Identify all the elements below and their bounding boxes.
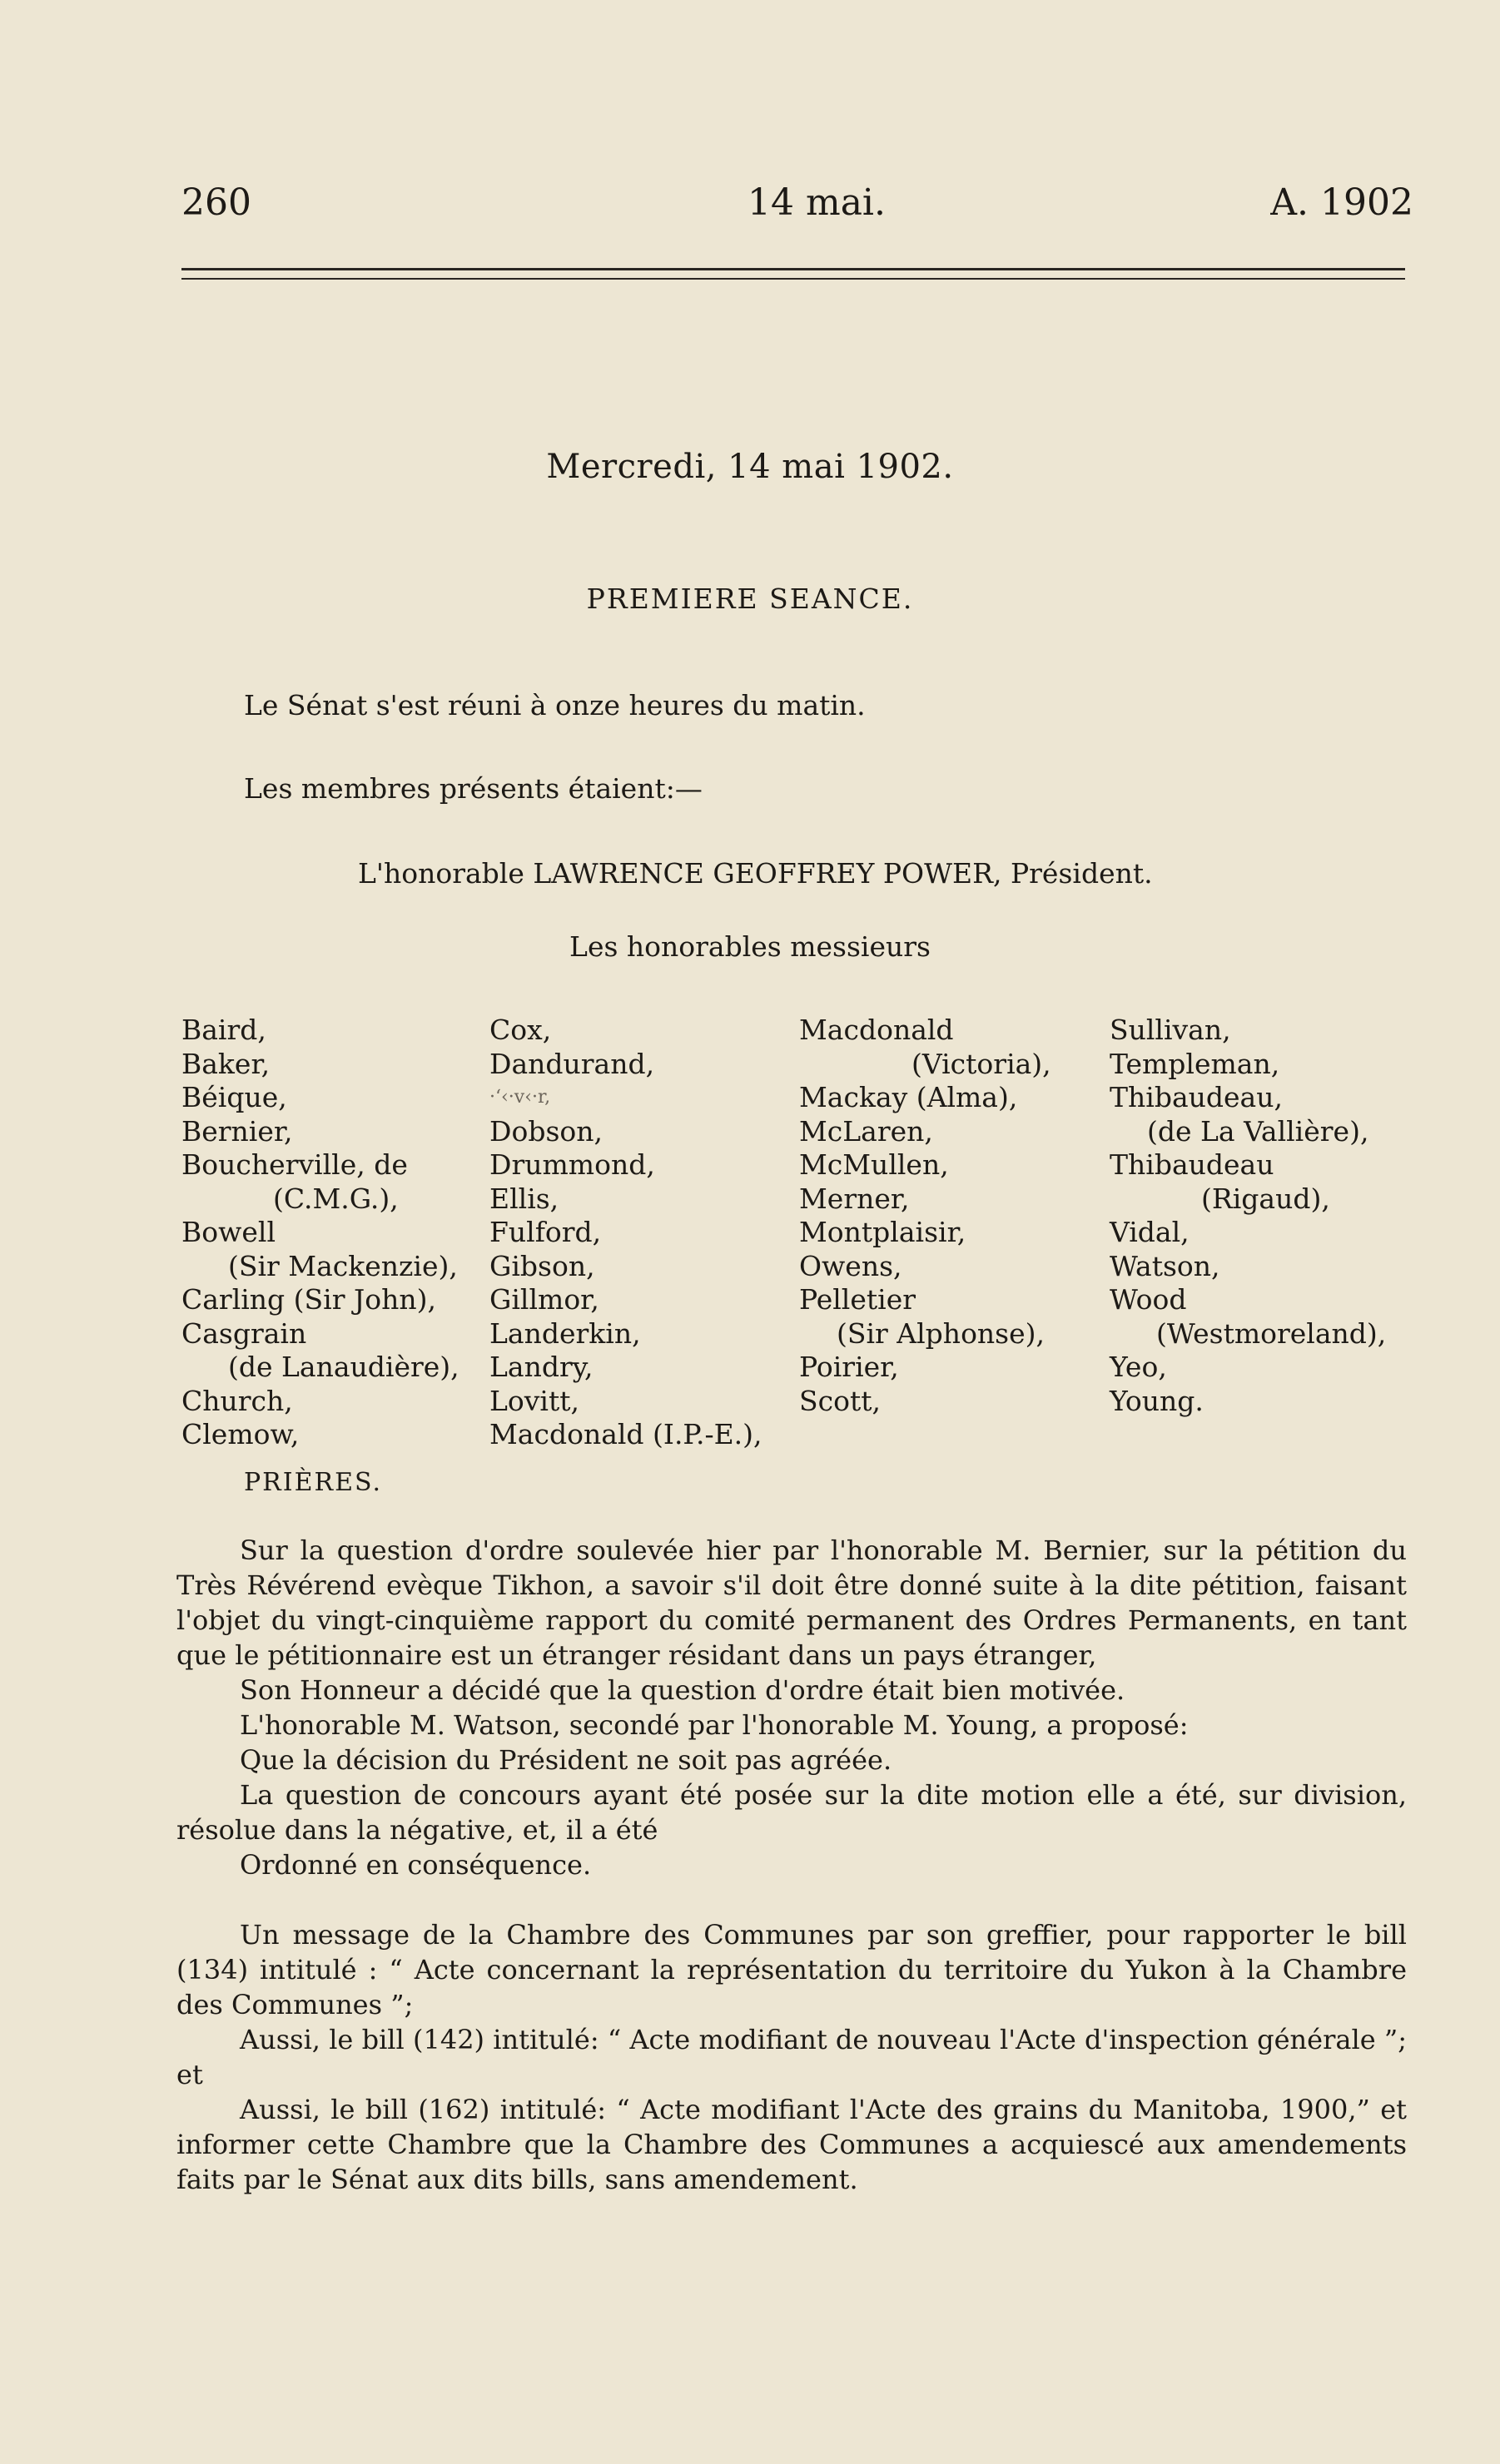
paragraph: L'honorable M. Watson, secondé par l'honorable M. Young, a proposé: [240, 1709, 1189, 1741]
page-header [181, 181, 1413, 231]
member-name: Boucherville, de [181, 1148, 408, 1181]
member-name: Young. [1110, 1384, 1204, 1417]
member-name: Clemow, [181, 1418, 300, 1450]
member-name: Sullivan, [1110, 1014, 1231, 1046]
member-name: Vidal, [1110, 1216, 1190, 1248]
member-name: Ellis, [489, 1182, 559, 1215]
paragraph: Ordonné en conséquence. [240, 1849, 592, 1881]
member-name-continuation: (Westmoreland), [1156, 1316, 1387, 1350]
page-number: 260 [181, 181, 251, 224]
members-column-1 [181, 1014, 459, 1452]
member-name-continuation: (de La Vallière), [1147, 1114, 1369, 1148]
honorables-line: Les honorables messieurs [569, 930, 931, 963]
member-name: Lovitt, [489, 1384, 579, 1417]
member-name: Owens, [799, 1249, 902, 1282]
paragraph: Un message de la Chambre des Communes par son greffier, pour rapporter le bill (134) intitulé : “ Acte concernant la représentation du territoire du Yukon à la Chambre des Communes ”; [176, 1919, 1407, 2020]
member-name: Church, [181, 1384, 293, 1417]
member-name: ·ʻ‹·v‹·r, [489, 1087, 551, 1108]
header-year: A. 1902 [1270, 181, 1413, 224]
sitting-subtitle: PREMIERE SEANCE. [586, 583, 914, 615]
members-present-line: Les membres présents étaient:— [244, 772, 703, 805]
member-name: Gillmor, [489, 1283, 599, 1316]
paragraph: Sur la question d'ordre soulevée hier par l'honorable M. Bernier, sur la pétition du Très Révérend evèque Tikhon, a savoir s'il doit être donné suite à la dite pétition, faisant l'objet du vingt-cinquième rapport du comité permanent des Ordres Permanents, en tant que le pétitionnaire est un étranger résidant dans un pays étranger, [176, 1534, 1407, 1671]
header-date: 14 mai. [748, 181, 886, 224]
member-name: Drummond, [489, 1148, 655, 1181]
header-rule-thin [181, 278, 1405, 280]
member-name: Landerkin, [489, 1316, 641, 1350]
member-name: Thibaudeau [1110, 1148, 1274, 1181]
meeting-line: Le Sénat s'est réuni à onze heures du matin. [244, 689, 866, 721]
members-column-4 [1110, 1014, 1386, 1418]
member-name: Yeo, [1110, 1351, 1167, 1383]
member-name: Fulford, [489, 1216, 602, 1248]
member-name: Thibaudeau, [1110, 1081, 1283, 1113]
proceedings-section-1 [176, 1533, 1407, 1882]
member-name: Béique, [181, 1081, 287, 1113]
member-name: Scott, [799, 1384, 881, 1417]
member-name: Casgrain [181, 1316, 307, 1350]
member-name: Poirier, [799, 1351, 899, 1383]
member-name: McLaren, [799, 1114, 933, 1148]
member-name: Landry, [489, 1351, 594, 1383]
member-name: Templeman, [1110, 1047, 1280, 1080]
member-name-continuation: (Victoria), [911, 1047, 1051, 1080]
member-name: Mackay (Alma), [799, 1081, 1018, 1113]
member-name-continuation: (Sir Mackenzie), [228, 1249, 458, 1282]
member-name: Merner, [799, 1182, 910, 1215]
member-name-continuation: (de Lanaudière), [228, 1351, 459, 1383]
members-column-2 [489, 1014, 762, 1452]
proceedings-section-2 [176, 1917, 1407, 2197]
member-name: Dobson, [489, 1114, 603, 1148]
member-name: Gibson, [489, 1249, 595, 1282]
paragraph: Que la décision du Président ne soit pas agréée. [240, 1744, 892, 1776]
prayers-heading: PRIÈRES. [244, 1468, 383, 1497]
member-name: Watson, [1110, 1249, 1220, 1282]
member-name-continuation: (Sir Alphonse), [837, 1316, 1046, 1350]
member-name: Wood [1110, 1283, 1187, 1316]
member-name: Carling (Sir John), [181, 1283, 436, 1316]
member-name: Dandurand, [489, 1047, 655, 1080]
member-name: Cox, [489, 1014, 552, 1046]
member-name: McMullen, [799, 1148, 949, 1181]
member-name: Bowell [181, 1216, 276, 1248]
paragraph: Son Honneur a décidé que la question d'ordre était bien motivée. [240, 1674, 1125, 1706]
paragraph: Aussi, le bill (162) intitulé: “ Acte modifiant l'Acte des grains du Manitoba, 1900,” et informer cette Chambre que la Chambre des Communes a acquiescé aux amendements faits par le Sénat aux dits bills, sans amendement. [176, 2094, 1407, 2195]
president-line: L'honorable LAWRENCE GEOFFREY POWER, Président. [358, 857, 1153, 890]
member-name: Pelletier [799, 1283, 916, 1316]
member-name: Macdonald (I.P.-E.), [489, 1418, 762, 1450]
member-name-continuation: (Rigaud), [1201, 1182, 1330, 1215]
member-name: Macdonald [799, 1014, 954, 1046]
member-name: Montplaisir, [799, 1216, 966, 1248]
header-rule-thick [181, 268, 1405, 270]
members-column-3 [799, 1014, 1051, 1418]
paragraph: La question de concours ayant été posée sur la dite motion elle a été, sur division, résolue dans la négative, et, il a été [176, 1779, 1407, 1846]
member-name: Baker, [181, 1047, 271, 1080]
paragraph: Aussi, le bill (142) intitulé: “ Acte modifiant de nouveau l'Acte d'inspection générale ”; et [176, 2024, 1407, 2090]
sitting-title: Mercredi, 14 mai 1902. [546, 448, 954, 486]
member-name: Baird, [181, 1014, 266, 1046]
member-name: Bernier, [181, 1114, 293, 1148]
member-name-continuation: (C.M.G.), [273, 1182, 399, 1215]
